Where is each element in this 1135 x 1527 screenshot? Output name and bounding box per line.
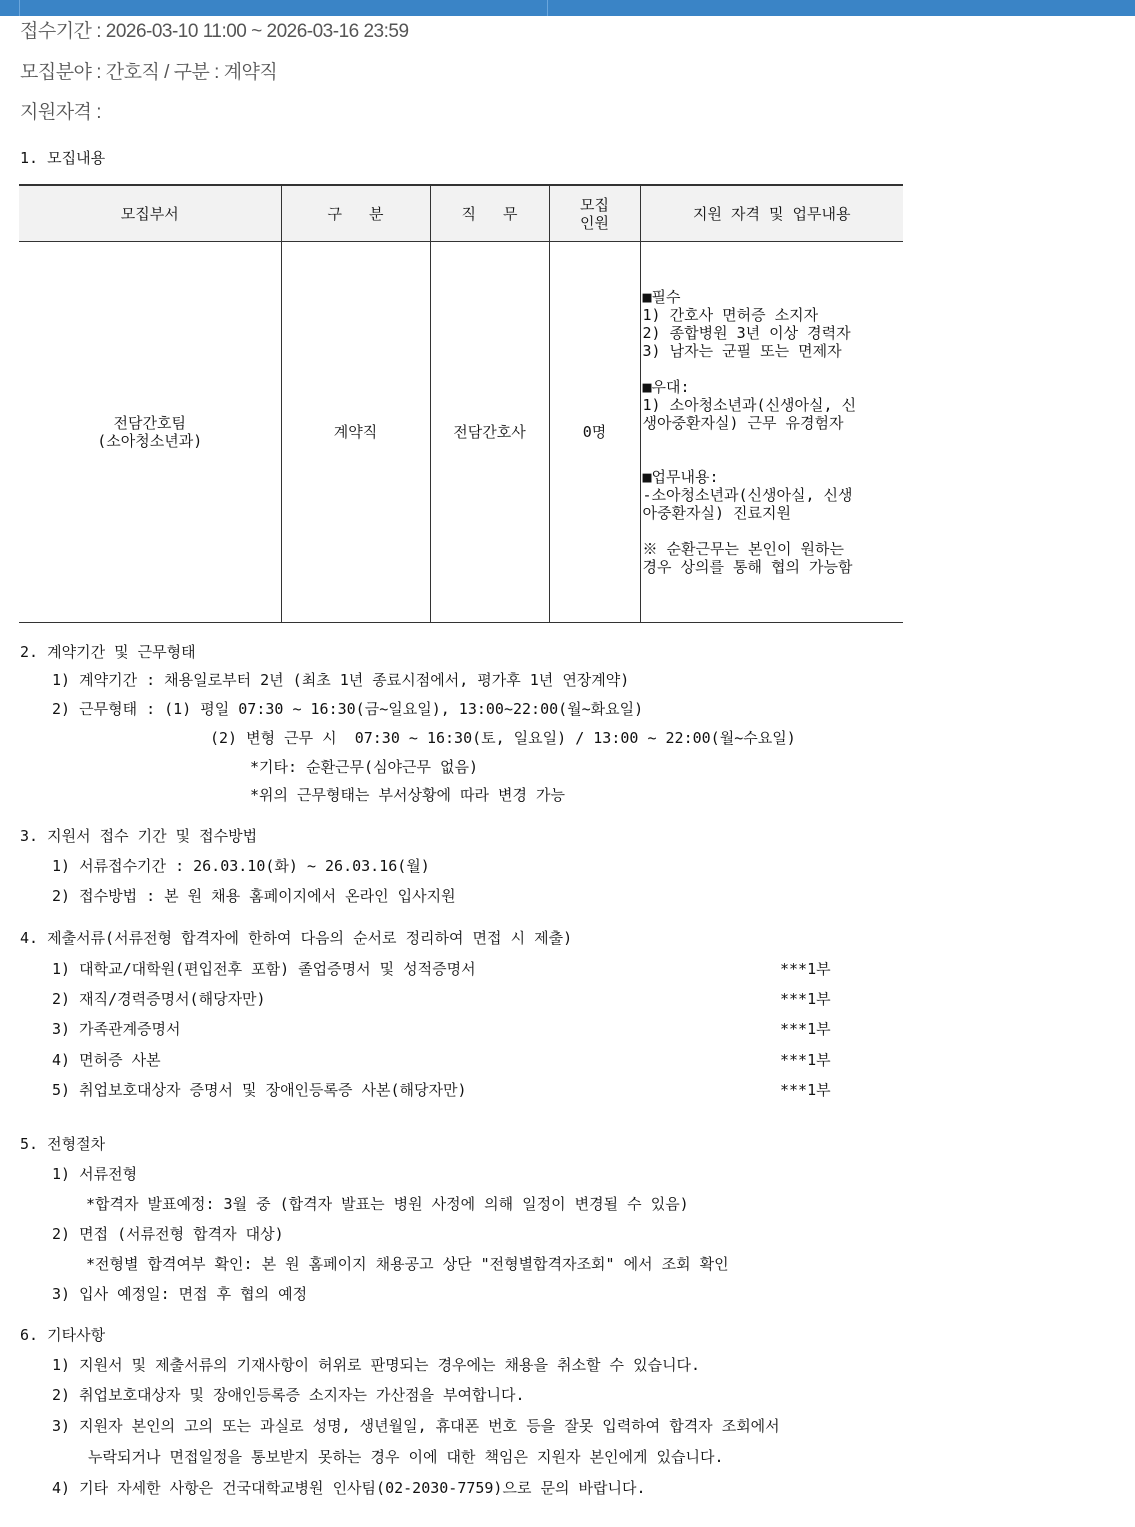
- qualification-label: 지원자격 :: [20, 102, 101, 123]
- screening-note-1: *합격자 발표예정: 3월 중 (합격자 발표는 병원 사정에 의해 일정이 변경될 수 있음): [86, 1195, 689, 1213]
- cell-job: 전담간호사: [430, 242, 549, 623]
- misc-item: 3) 지원자 본인의 고의 또는 과실로 성명, 생년월일, 휴대폰 번호 등을 잘못 입력하여 합격자 조회에서: [52, 1417, 780, 1435]
- document-item-qty: ***1부: [780, 990, 831, 1008]
- top-bar-divider: [547, 0, 548, 16]
- section-3-title: 3. 지원서 접수 기간 및 접수방법: [20, 827, 258, 845]
- top-bar-divider: [19, 0, 20, 16]
- document-item-label: 3) 가족관계증명서: [52, 1020, 181, 1038]
- cell-details: ■필수 1) 간호사 면허증 소지자 2) 종합병원 3년 이상 경력자 3) 남자는 군필 또는 면제자 ■우대: 1) 소아청소년과(신생아실, 신 생아중환자실) 근무 유경험자 ■업무내용: -소아청소년과(신생아실, 신생 아중환자실) 진료지원 ※ 순환근무는 본인이 원하는 경우 상의를 통해 협의 가능함: [640, 242, 903, 623]
- misc-item: 1) 지원서 및 제출서류의 기재사항이 허위로 판명되는 경우에는 채용을 취소할 수 있습니다.: [52, 1356, 701, 1374]
- document-item-qty: ***1부: [780, 960, 831, 978]
- document-item-qty: ***1부: [780, 1051, 831, 1069]
- section-1-title: 1. 모집내용: [20, 149, 106, 167]
- cell-type: 계약직: [281, 242, 430, 623]
- table-row: [19, 242, 903, 623]
- header-details: 지원 자격 및 업무내용: [640, 185, 903, 242]
- screening-step-2: 2) 면접 (서류전형 합격자 대상): [52, 1225, 284, 1243]
- document-item-label: 1) 대학교/대학원(편입전후 포함) 졸업증명서 및 성적증명서: [52, 960, 476, 978]
- work-note-1: *기타: 순환근무(심야근무 없음): [250, 758, 479, 776]
- document-item-label: 2) 재직/경력증명서(해당자만): [52, 990, 266, 1008]
- document-item-label: 4) 면허증 사본: [52, 1051, 161, 1069]
- work-type: 2) 근무형태 : (1) 평일 07:30 ~ 16:30(금~일요일), 13:00~22:00(월~화요일): [52, 700, 644, 718]
- section-4-title: 4. 제출서류(서류전형 합격자에 한하여 다음의 순서로 정리하여 면접 시 제출): [20, 929, 573, 947]
- document-item-label: 5) 취업보호대상자 증명서 및 장애인등록증 사본(해당자만): [52, 1081, 467, 1099]
- top-bar: [0, 0, 1135, 16]
- work-type-alt: (2) 변형 근무 시 07:30 ~ 16:30(토, 일요일) / 13:00 ~ 22:00(월~수요일): [210, 729, 796, 747]
- application-period: 접수기간 : 2026-03-10 11:00 ~ 2026-03-16 23:59: [20, 21, 409, 42]
- cell-dept: 전담간호팀 (소아청소년과): [19, 242, 281, 623]
- section-2-title: 2. 계약기간 및 근무형태: [20, 643, 196, 661]
- header-count: 모집 인원: [549, 185, 640, 242]
- table-header-row: [19, 185, 903, 242]
- header-dept: 모집부서: [19, 185, 281, 242]
- section-5-title: 5. 전형절차: [20, 1135, 106, 1153]
- recruit-table: [19, 184, 903, 623]
- header-job: 직 무: [430, 185, 549, 242]
- contract-period: 1) 계약기간 : 채용일로부터 2년 (최초 1년 종료시점에서, 평가후 1년 연장계약): [52, 671, 630, 689]
- screening-step-3: 3) 입사 예정일: 면접 후 협의 예정: [52, 1285, 308, 1303]
- work-note-2: *위의 근무형태는 부서상황에 따라 변경 가능: [250, 786, 566, 804]
- document-item-qty: ***1부: [780, 1081, 831, 1099]
- document-item-qty: ***1부: [780, 1020, 831, 1038]
- misc-item: 2) 취업보호대상자 및 장애인등록증 소지자는 가산점을 부여합니다.: [52, 1386, 525, 1404]
- misc-item-cont: 누락되거나 면접일정을 통보받지 못하는 경우 이에 대한 책임은 지원자 본인에게 있습니다.: [88, 1448, 724, 1466]
- screening-note-2: *전형별 합격여부 확인: 본 원 홈페이지 채용공고 상단 "전형별합격자조회" 에서 조회 확인: [86, 1255, 729, 1273]
- cell-count: 0명: [549, 242, 640, 623]
- header-type: 구 분: [281, 185, 430, 242]
- section-6-title: 6. 기타사항: [20, 1326, 106, 1344]
- recruit-field: 모집분야 : 간호직 / 구분 : 계약직: [20, 62, 278, 83]
- screening-step-1: 1) 서류전형: [52, 1165, 138, 1183]
- receipt-period: 1) 서류접수기간 : 26.03.10(화) ~ 26.03.16(월): [52, 857, 430, 875]
- misc-item: 4) 기타 자세한 사항은 건국대학교병원 인사팀(02-2030-7759)으로 문의 바랍니다.: [52, 1479, 646, 1497]
- receipt-method: 2) 접수방법 : 본 원 채용 홈페이지에서 온라인 입사지원: [52, 887, 456, 905]
